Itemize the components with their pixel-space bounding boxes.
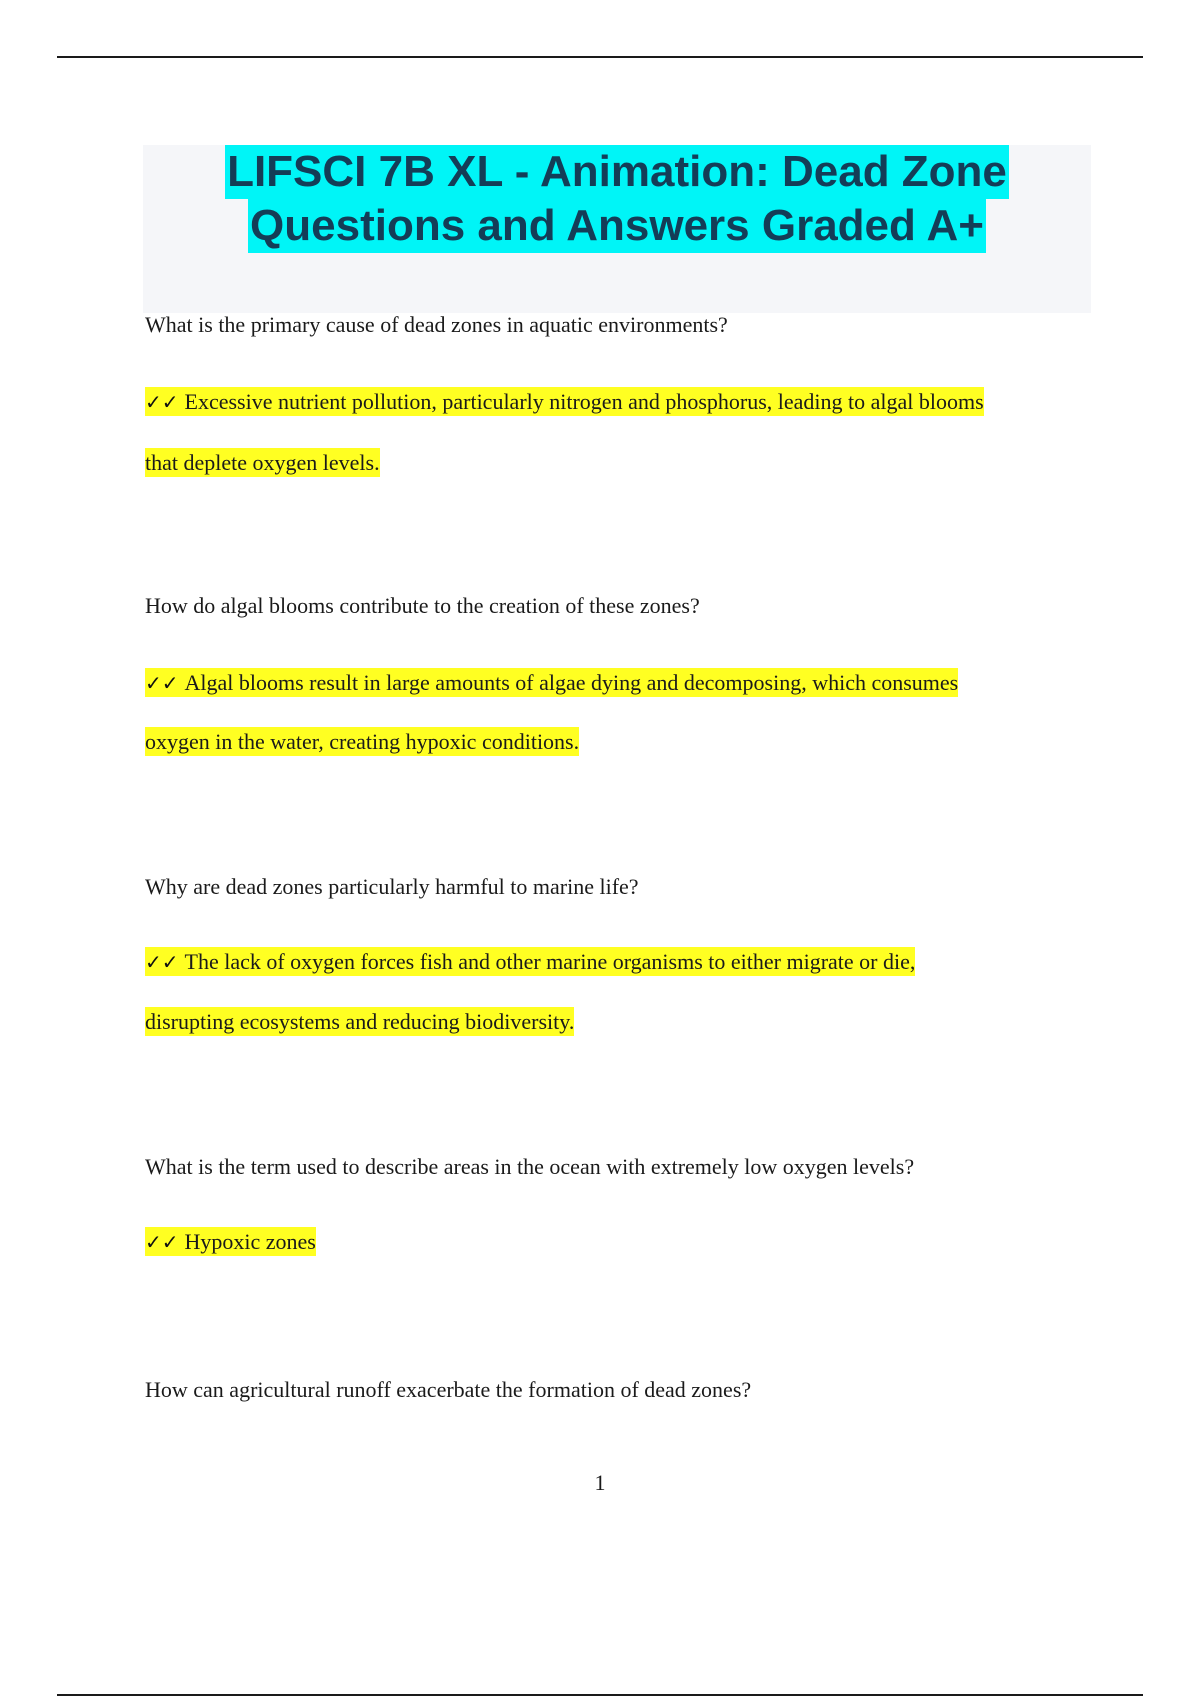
answer-3-text-1: The lack of oxygen forces fish and other marine organisms to either migrate or die,	[184, 949, 916, 974]
answer-4-line-1	[145, 1224, 316, 1260]
title-block	[143, 145, 1091, 313]
answer-1-text-1: Excessive nutrient pollution, particularly nitrogen and phosphorus, leading to algal blooms	[184, 389, 984, 414]
answer-3-line-1	[145, 944, 915, 980]
answer-2-text-1: Algal blooms result in large amounts of algae dying and decomposing, which consumes	[184, 670, 959, 695]
page-number: 1	[594, 1470, 606, 1495]
question-1: What is the primary cause of dead zones in aquatic environments?	[145, 312, 728, 337]
answer-1-line-2	[145, 445, 380, 481]
question-3: Why are dead zones particularly harmful to marine life?	[145, 874, 639, 899]
answer-4-text-1: Hypoxic zones	[184, 1229, 316, 1254]
document-title-line-2: Questions and Answers Graded A+	[248, 199, 986, 253]
answer-2-line-1	[145, 665, 958, 701]
answer-2-line-2	[145, 724, 579, 760]
check-icon: ✓✓	[145, 390, 179, 414]
check-icon: ✓✓	[145, 671, 179, 695]
answer-2-text-2: oxygen in the water, creating hypoxic conditions.	[145, 729, 580, 754]
answer-1-text-2: that deplete oxygen levels.	[145, 450, 380, 475]
question-2: How do algal blooms contribute to the creation of these zones?	[145, 593, 700, 618]
question-5: How can agricultural runoff exacerbate the formation of dead zones?	[145, 1377, 752, 1402]
answer-3-text-2: disrupting ecosystems and reducing biodiversity.	[145, 1009, 575, 1034]
question-4: What is the term used to describe areas in the ocean with extremely low oxygen levels?	[145, 1154, 915, 1179]
answer-3-line-2	[145, 1004, 574, 1040]
answer-1-line-1	[145, 384, 984, 420]
header-rule	[57, 56, 1143, 58]
footer-rule	[57, 1694, 1143, 1696]
check-icon: ✓✓	[145, 1230, 179, 1254]
document-title-line-1: LIFSCI 7B XL - Animation: Dead Zone	[225, 145, 1009, 199]
check-icon: ✓✓	[145, 950, 179, 974]
